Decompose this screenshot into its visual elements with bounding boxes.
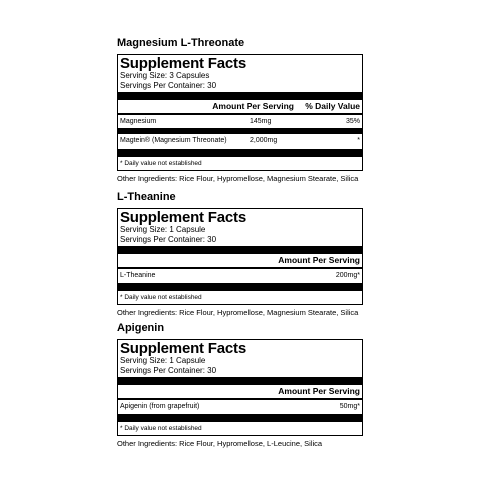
footnote: * Daily value not established	[120, 425, 202, 432]
header-daily-value: % Daily Value	[305, 101, 360, 111]
servings-per-container: Servings Per Container: 30	[120, 235, 217, 244]
divider-thick	[118, 283, 362, 291]
divider-thick	[118, 149, 362, 157]
header-amount: Amount Per Serving	[278, 255, 360, 265]
product-apigenin	[117, 322, 363, 449]
supplement-facts-panel	[117, 339, 363, 436]
divider-thick	[118, 414, 362, 422]
nutrient-amount: 2,000mg	[250, 137, 278, 144]
nutrient-name: Apigenin (from grapefruit)	[120, 403, 200, 410]
product-title: Magnesium L-Threonate	[117, 37, 245, 49]
product-magnesium	[117, 37, 363, 184]
footnote: * Daily value not established	[120, 294, 202, 301]
divider-thick	[118, 377, 362, 385]
facts-title: Supplement Facts	[120, 340, 246, 357]
nutrient-name: L-Theanine	[120, 272, 156, 279]
nutrient-row	[120, 269, 360, 282]
nutrient-row	[120, 400, 360, 413]
nutrient-row	[120, 115, 360, 128]
header-row	[120, 254, 360, 267]
header-amount: Amount Per Serving	[212, 101, 294, 111]
product-title: L-Theanine	[117, 191, 176, 203]
servings-per-container: Servings Per Container: 30	[120, 81, 217, 90]
footnote: * Daily value not established	[120, 160, 202, 167]
header-row	[120, 385, 360, 398]
facts-title: Supplement Facts	[120, 55, 246, 72]
header-row	[120, 100, 360, 113]
header-amount: Amount Per Serving	[278, 386, 360, 396]
other-ingredients: Other Ingredients: Rice Flour, Hypromellose, Magnesium Stearate, Silica	[117, 308, 359, 317]
divider-thick	[118, 92, 362, 100]
divider-thick	[118, 246, 362, 254]
nutrient-daily-value: 35%	[345, 118, 360, 125]
supplement-facts-panel	[117, 54, 363, 171]
serving-size: Serving Size: 3 Capsules	[120, 71, 210, 80]
product-l-theanine	[117, 191, 363, 318]
other-ingredients: Other Ingredients: Rice Flour, Hypromellose, Magnesium Stearate, Silica	[117, 174, 359, 183]
supplement-facts-panel	[117, 208, 363, 305]
nutrient-name: Magnesium	[120, 118, 157, 125]
facts-title: Supplement Facts	[120, 209, 246, 226]
nutrient-daily-value: *	[357, 137, 360, 144]
serving-size: Serving Size: 1 Capsule	[120, 225, 206, 234]
servings-per-container: Servings Per Container: 30	[120, 366, 217, 375]
nutrient-amount: 200mg*	[335, 272, 360, 279]
other-ingredients: Other Ingredients: Rice Flour, Hypromellose, L-Leucine, Silica	[117, 439, 323, 448]
nutrient-amount: 50mg*	[339, 403, 360, 410]
nutrient-row	[120, 134, 360, 147]
serving-size: Serving Size: 1 Capsule	[120, 356, 206, 365]
nutrient-amount: 145mg	[250, 118, 272, 125]
nutrient-name: Magtein® (Magnesium Threonate)	[120, 137, 227, 144]
product-title: Apigenin	[117, 322, 165, 334]
